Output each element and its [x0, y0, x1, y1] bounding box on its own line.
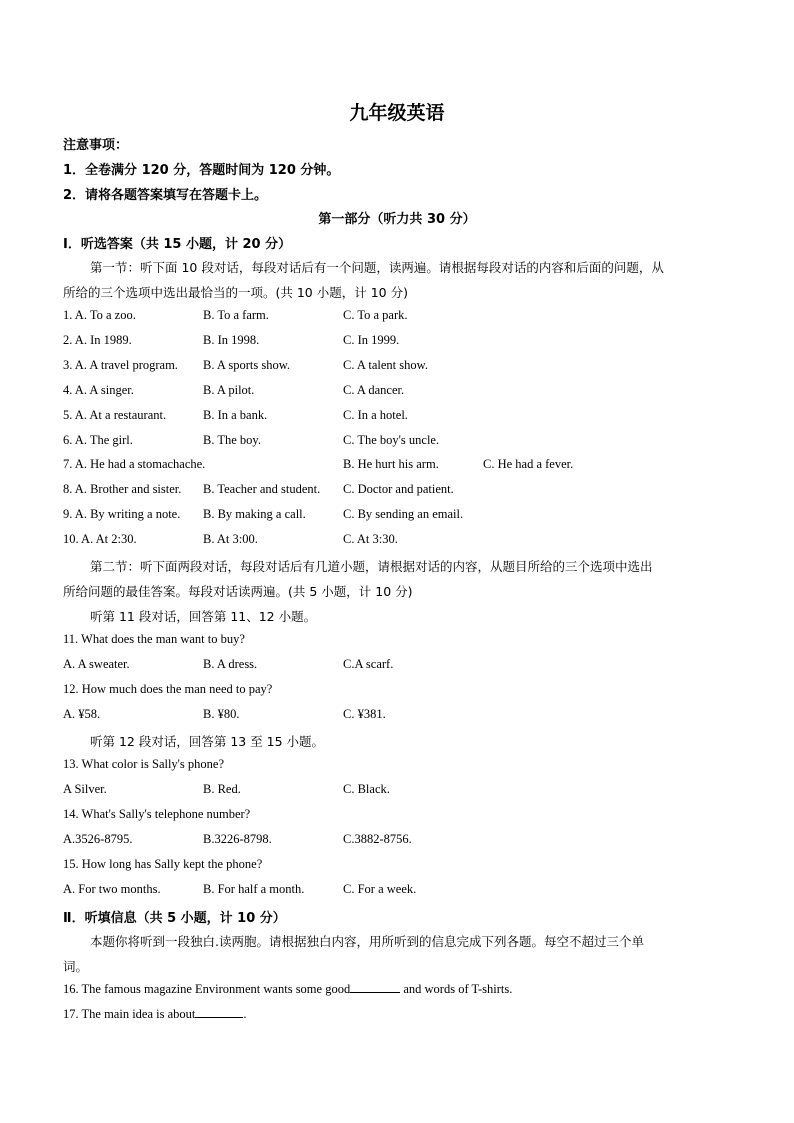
- q14-option-c: C.3882-8756.: [343, 832, 412, 846]
- q7-option-b: B. He hurt his arm.: [343, 457, 439, 471]
- q12-option-c: C. ¥381.: [343, 707, 386, 721]
- q10-option-b: B. At 3:00.: [203, 532, 258, 546]
- q2-option-c: C. In 1999.: [343, 333, 400, 347]
- section1-heading: Ⅰ．听选答案（共 15 小题，计 20 分）: [63, 237, 292, 252]
- notice-item-2: 2．请将各题答案填写在答题卡上。: [63, 188, 268, 203]
- q12-option-b: B. ¥80.: [203, 707, 240, 721]
- q15-option-a: A. For two months.: [63, 882, 161, 896]
- q13-option-c: C. Black.: [343, 782, 390, 796]
- q12-stem: 12. How much does the man need to pay?: [63, 682, 273, 696]
- q3-option-a: 3. A. A travel program.: [63, 358, 178, 372]
- sub1-intro-line1: 第一节：听下面 10 段对话，每段对话后有一个问题，读两遍。请根据每段对话的内容和后面的问题，从: [90, 260, 664, 275]
- sub2-intro-line1: 第二节：听下面两段对话，每段对话后有几道小题，请根据对话的内容，从题目所给的三个选项中选出: [90, 559, 653, 574]
- dialog12-intro: 听第 12 段对话，回答第 13 至 15 小题。: [90, 734, 325, 749]
- q15-option-c: C. For a week.: [343, 882, 417, 896]
- sub1-intro-line2: 所给的三个选项中选出最恰当的一项。(共 10 小题，计 10 分): [63, 285, 408, 300]
- q13-option-a: A Silver.: [63, 782, 107, 796]
- section2-intro-line2: 词。: [63, 959, 89, 974]
- q9-option-a: 9. A. By writing a note.: [63, 507, 181, 521]
- q1-option-a: 1. A. To a zoo.: [63, 308, 136, 322]
- q17-answer-blank[interactable]: [195, 1016, 243, 1018]
- section2-heading: Ⅱ．听填信息（共 5 小题，计 10 分）: [63, 911, 286, 926]
- q11-option-a: A. A sweater.: [63, 657, 130, 671]
- q13-stem: 13. What color is Sally's phone?: [63, 757, 225, 771]
- q14-option-b: B.3226-8798.: [203, 832, 272, 846]
- q16-answer-blank[interactable]: [350, 991, 400, 993]
- q4-option-c: C. A dancer.: [343, 383, 405, 397]
- dialog11-intro: 听第 11 段对话，回答第 11、12 小题。: [90, 609, 317, 624]
- q17: [63, 1007, 247, 1022]
- notice-heading: 注意事项：: [63, 138, 129, 153]
- q5-option-b: B. In a bank.: [203, 408, 268, 422]
- q17-text-before: 17. The main idea is about: [63, 1007, 196, 1021]
- section2-intro-line1: 本题你将听到一段独白.读两胞。请根据独白内容，用所听到的信息完成下列各题。每空不超过三个单: [90, 934, 644, 949]
- notice-item-1: 1．全卷满分 120 分，答题时间为 120 分钟。: [63, 163, 340, 178]
- q1-option-c: C. To a park.: [343, 308, 408, 322]
- page-title: 九年级英语: [349, 102, 445, 124]
- q13-option-b: B. Red.: [203, 782, 241, 796]
- q5-option-a: 5. A. At a restaurant.: [63, 408, 167, 422]
- q3-option-b: B. A sports show.: [203, 358, 291, 372]
- q14-stem: 14. What's Sally's telephone number?: [63, 807, 251, 821]
- q7-option-c: C. He had a fever.: [483, 457, 574, 471]
- q10-option-a: 10. A. At 2:30.: [63, 532, 137, 546]
- q4-option-a: 4. A. A singer.: [63, 383, 134, 397]
- q2-option-a: 2. A. In 1989.: [63, 333, 132, 347]
- part1-heading: 第一部分（听力共 30 分）: [318, 212, 476, 227]
- q12-option-a: A. ¥58.: [63, 707, 101, 721]
- q11-option-b: B. A dress.: [203, 657, 258, 671]
- q8-option-c: C. Doctor and patient.: [343, 482, 454, 496]
- q11-option-c: C.A scarf.: [343, 657, 394, 671]
- q9-option-c: C. By sending an email.: [343, 507, 464, 521]
- q5-option-c: C. In a hotel.: [343, 408, 408, 422]
- q8-option-a: 8. A. Brother and sister.: [63, 482, 182, 496]
- q15-stem: 15. How long has Sally kept the phone?: [63, 857, 263, 871]
- q11-stem: 11. What does the man want to buy?: [63, 632, 245, 646]
- q6-option-c: C. The boy's uncle.: [343, 433, 440, 447]
- sub2-intro-line2: 所给问题的最佳答案。每段对话读两遍。(共 5 小题，计 10 分): [63, 584, 413, 599]
- q2-option-b: B. In 1998.: [203, 333, 260, 347]
- q7-option-a: 7. A. He had a stomachache.: [63, 457, 206, 471]
- q15-option-b: B. For half a month.: [203, 882, 305, 896]
- q16-text-before: 16. The famous magazine Environment wants some good: [63, 982, 351, 996]
- q8-option-b: B. Teacher and student.: [203, 482, 321, 496]
- q9-option-b: B. By making a call.: [203, 507, 306, 521]
- q16: [63, 982, 512, 997]
- q6-option-b: B. The boy.: [203, 433, 261, 447]
- q17-text-after: .: [243, 1007, 247, 1021]
- q3-option-c: C. A talent show.: [343, 358, 428, 372]
- q4-option-b: B. A pilot.: [203, 383, 255, 397]
- q14-option-a: A.3526-8795.: [63, 832, 133, 846]
- q1-option-b: B. To a farm.: [203, 308, 269, 322]
- q6-option-a: 6. A. The girl.: [63, 433, 133, 447]
- q10-option-c: C. At 3:30.: [343, 532, 398, 546]
- q16-text-after: and words of T-shirts.: [400, 982, 513, 996]
